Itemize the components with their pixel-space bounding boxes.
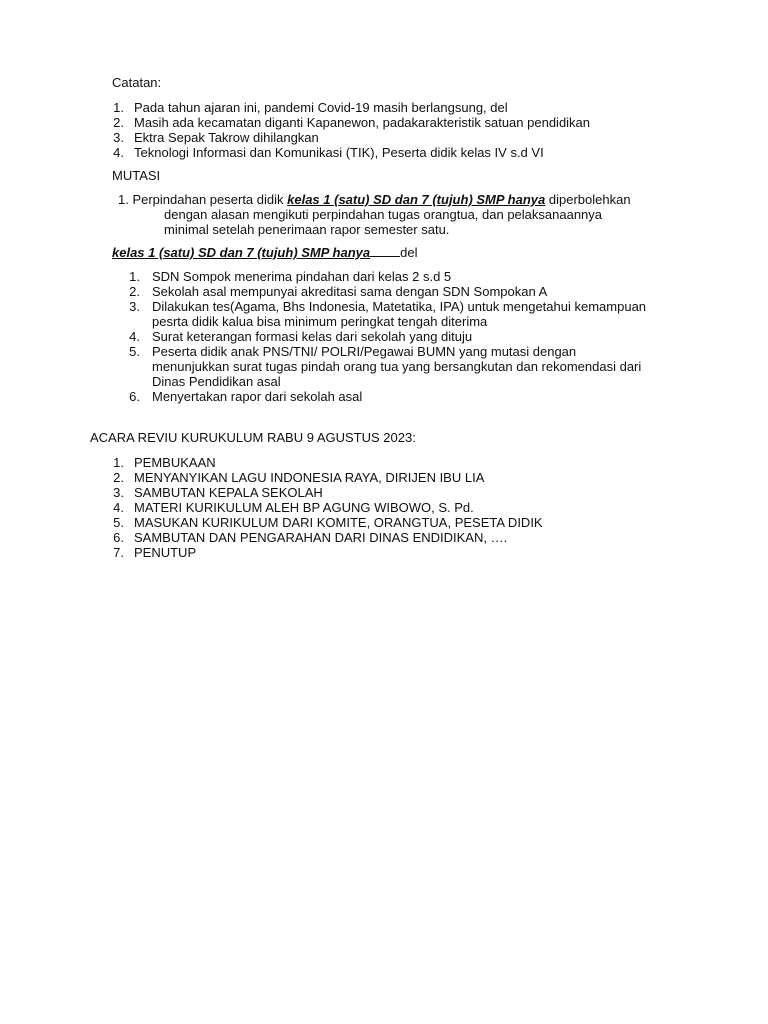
acara-heading: ACARA REVIU KURUKULUM RABU 9 AGUSTUS 2023: <box>90 430 416 445</box>
catatan-item-number: 3. <box>113 130 124 145</box>
mutasi-item-number: 5. <box>129 344 140 359</box>
mutasi-item-text: Peserta didik anak PNS/TNI/ POLRI/Pegawai BUMN yang mutasi dengan <box>152 344 577 359</box>
mutasi-subheading-suffix: del <box>400 245 418 260</box>
catatan-item-number: 2. <box>113 115 124 130</box>
underline-blank <box>370 245 400 257</box>
catatan-item-text: Masih ada kecamatan diganti Kapanewon, padakarakteristik satuan pendidikan <box>134 115 591 130</box>
mutasi-item-1-line-2: dengan alasan mengikuti perpindahan tugas orangtua, dan pelaksanaannya <box>164 207 603 222</box>
acara-item-text: MATERI KURIKULUM ALEH BP AGUNG WIBOWO, S. Pd. <box>134 500 474 515</box>
mutasi-item-1-suffix: diperbolehkan <box>545 192 631 207</box>
acara-item-text: PEMBUKAAN <box>134 455 216 470</box>
catatan-heading: Catatan: <box>112 75 162 90</box>
acara-item-number: 2. <box>113 470 124 485</box>
catatan-item-number: 4. <box>113 145 124 160</box>
acara-item-text: MENYANYIKAN LAGU INDONESIA RAYA, DIRIJEN IBU LIA <box>134 470 485 485</box>
mutasi-item-text: Surat keterangan formasi kelas dari sekolah yang dituju <box>152 329 473 344</box>
catatan-item-text: Pada tahun ajaran ini, pandemi Covid-19 masih berlangsung, del <box>134 100 508 115</box>
mutasi-subheading-emphasis: kelas 1 (satu) SD dan 7 (tujuh) SMP hanya <box>112 245 371 260</box>
mutasi-item-1-line-3: minimal setelah penerimaan rapor semester satu. <box>164 222 450 237</box>
acara-item-number: 7. <box>113 545 124 560</box>
mutasi-item-text: SDN Sompok menerima pindahan dari kelas 2 s.d 5 <box>152 269 452 284</box>
mutasi-item-text: Dinas Pendidikan asal <box>152 374 281 389</box>
mutasi-item-1-emphasis: kelas 1 (satu) SD dan 7 (tujuh) SMP hanya <box>287 192 546 207</box>
acara-item-text: SAMBUTAN KEPALA SEKOLAH <box>134 485 323 500</box>
acara-item-number: 6. <box>113 530 124 545</box>
mutasi-item-text: menunjukkan surat tugas pindah orang tua yang bersangkutan dan rekomendasi dari <box>152 359 642 374</box>
mutasi-heading: MUTASI <box>112 168 161 183</box>
mutasi-item-text: pesrta didik kalua bisa minimum peringkat tengah diterima <box>152 314 488 329</box>
mutasi-item-number: 6. <box>129 389 140 404</box>
mutasi-item-text: Dilakukan tes(Agama, Bhs Indonesia, Matetatika, IPA) untuk mengetahui kemampuan <box>152 299 647 314</box>
mutasi-item-text: Sekolah asal mempunyai akreditasi sama dengan SDN Sompokan A <box>152 284 548 299</box>
acara-item-number: 4. <box>113 500 124 515</box>
mutasi-item-number: 4. <box>129 329 140 344</box>
mutasi-item-number: 2. <box>129 284 140 299</box>
catatan-item-text: Ektra Sepak Takrow dihilangkan <box>134 130 319 145</box>
catatan-item-text: Teknologi Informasi dan Komunikasi (TIK), Peserta didik kelas IV s.d VI <box>134 145 544 160</box>
mutasi-item-number: 1. <box>129 269 140 284</box>
acara-item-number: 3. <box>113 485 124 500</box>
acara-item-text: PENUTUP <box>134 545 197 560</box>
acara-item-text: SAMBUTAN DAN PENGARAHAN DARI DINAS ENDIDIKAN, …. <box>134 530 508 545</box>
mutasi-subheading <box>112 245 418 260</box>
mutasi-item-number: 3. <box>129 299 140 314</box>
mutasi-item-1-prefix: 1. Perpindahan peserta didik <box>118 192 288 207</box>
catatan-item-number: 1. <box>113 100 124 115</box>
mutasi-item-text: Menyertakan rapor dari sekolah asal <box>152 389 363 404</box>
acara-item-text: MASUKAN KURIKULUM DARI KOMITE, ORANGTUA, PESETA DIDIK <box>134 515 543 530</box>
acara-item-number: 5. <box>113 515 124 530</box>
mutasi-item-1-first-line <box>118 192 631 207</box>
acara-item-number: 1. <box>113 455 124 470</box>
